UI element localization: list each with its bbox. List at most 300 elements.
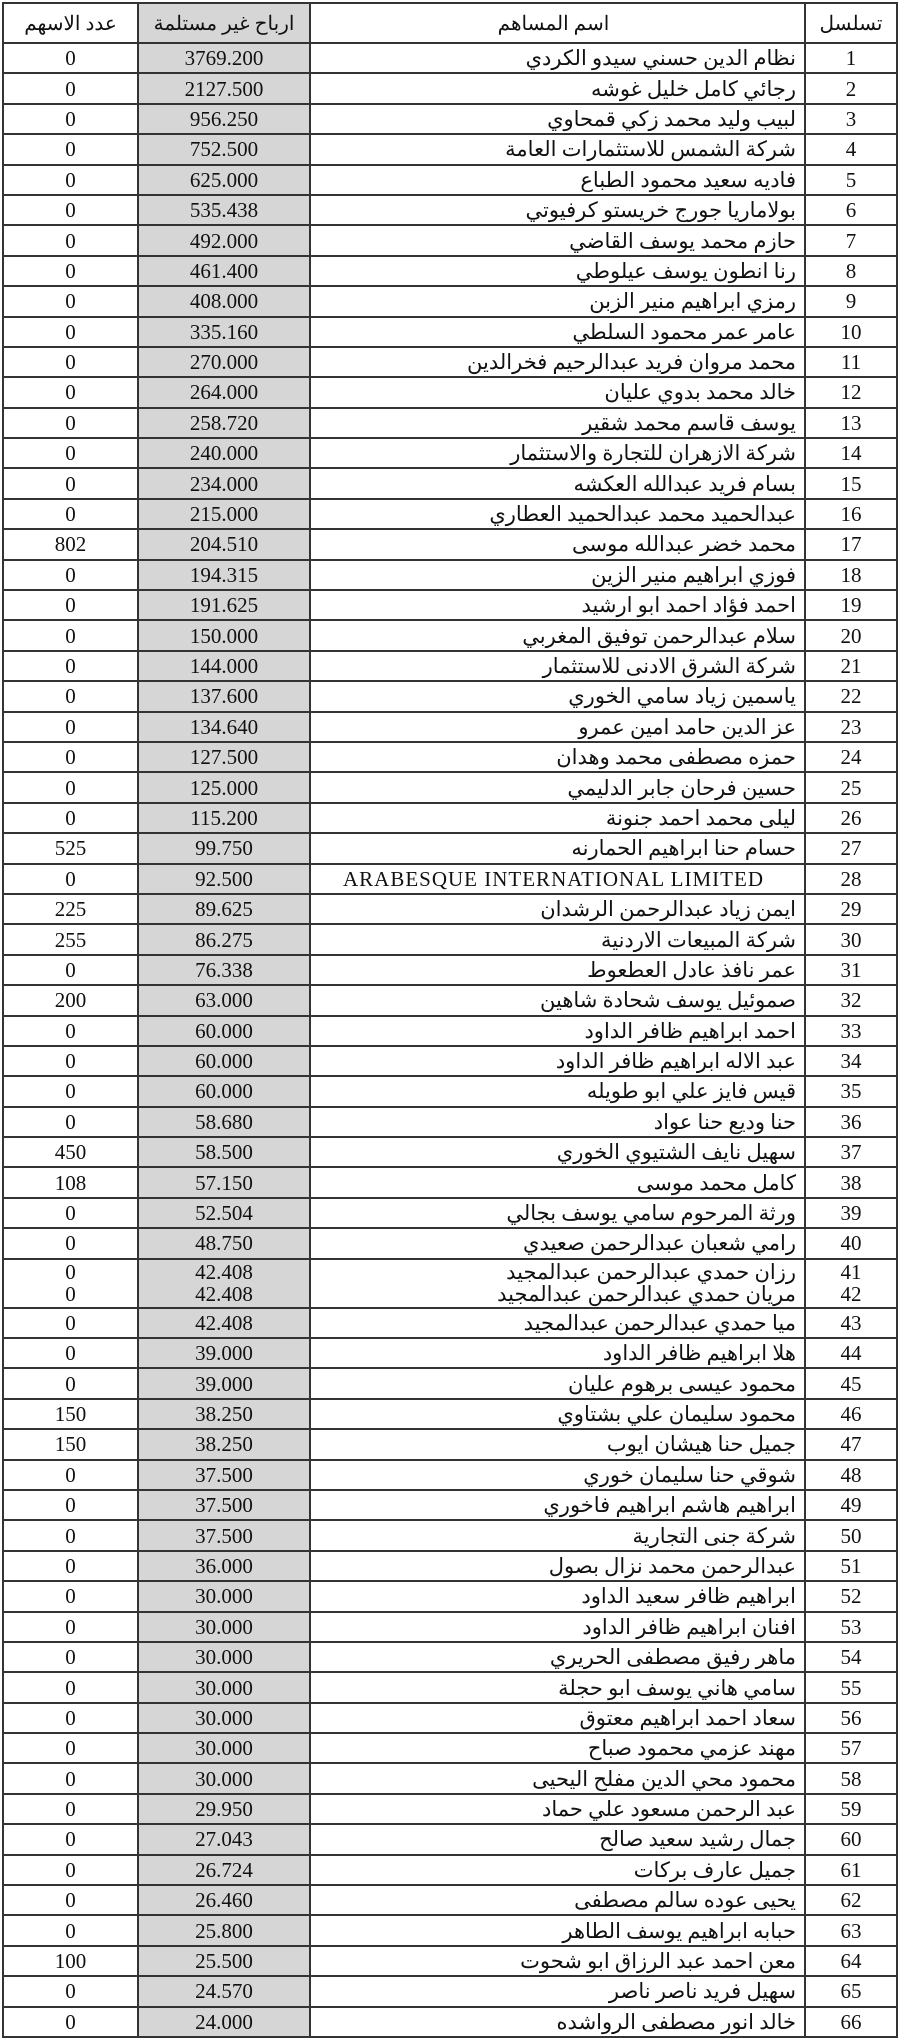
table-row [3,408,897,438]
unclaimed-profit-cell: 25.500 [138,1946,310,1976]
table-row [3,73,897,103]
shareholder-name-cell: عامر عمر محمود السلطي [310,317,805,347]
sequence-cell: 22 [805,681,897,711]
share-count-cell: 0 [3,1612,138,1642]
share-count-cell: 0 [3,408,138,438]
sequence-cell: 46 [805,1399,897,1429]
sequence-cell: 20 [805,620,897,650]
sequence-cell: 63 [805,1915,897,1945]
share-count-cell: 150 [3,1429,138,1459]
table-row [3,1581,897,1611]
shareholder-name-cell: رمزي ابراهيم منير الزبن [310,286,805,316]
sequence-cell: 50 [805,1520,897,1550]
sequence-cell: 23 [805,712,897,742]
shareholder-name-cell: رامي شعبان عبدالرحمن صعيدي [310,1228,805,1258]
shareholder-name-cell: عمر نافذ عادل العطعوط [310,955,805,985]
unclaimed-profit-cell: 52.504 [138,1198,310,1228]
table-row [3,772,897,802]
shareholder-name-cell: شركة الشرق الادنى للاستثمار [310,651,805,681]
share-count-cell: 0 [3,742,138,772]
table-row [3,833,897,863]
table-row [3,803,897,833]
share-count-cell: 108 [3,1167,138,1197]
share-count-cell: 0 [3,1338,138,1368]
share-count-cell: 0 [3,2007,138,2037]
share-count-cell: 200 [3,985,138,1015]
table-row [3,1399,897,1429]
shareholder-name-cell: صموئيل يوسف شحادة شاهين [310,985,805,1015]
shareholder-name-cell: ماهر رفيق مصطفى الحريري [310,1642,805,1672]
share-count-cell: 0 [3,468,138,498]
table-row [3,1976,897,2006]
unclaimed-profit-cell: 30.000 [138,1672,310,1702]
table-row [3,1551,897,1581]
sequence-cell: 52 [805,1581,897,1611]
share-count-cell: 0 [3,772,138,802]
shareholder-name-cell: حبابه ابراهيم يوسف الطاهر [310,1915,805,1945]
unclaimed-profit-cell: 335.160 [138,317,310,347]
share-count-cell: 0 [3,438,138,468]
share-count-cell: 0 [3,1046,138,1076]
sequence-cell: 14 [805,438,897,468]
share-count-cell: 0 [3,1794,138,1824]
unclaimed-profit-cell: 191.625 [138,590,310,620]
unclaimed-profit-cell: 60.000 [138,1016,310,1046]
table-row [3,620,897,650]
unclaimed-profit-cell: 37.500 [138,1460,310,1490]
table-row [3,1946,897,1976]
share-count-cell: 802 [3,529,138,559]
sequence-cell: 43 [805,1308,897,1338]
table-row [3,134,897,164]
shareholder-name-cell: شركة المبيعات الاردنية [310,924,805,954]
sequence-cell: 66 [805,2007,897,2037]
table-row [3,681,897,711]
sequence-cell: 48 [805,1460,897,1490]
shareholder-name-cell: لبيب وليد محمد زكي قمحاوي [310,104,805,134]
shareholder-name-cell: نظام الدين حسني سيدو الكردي [310,43,805,73]
sequence-cell: 29 [805,894,897,924]
unclaimed-profit-cell: 408.000 [138,286,310,316]
table-row [3,1259,897,1308]
share-count-cell: 0 [3,1460,138,1490]
unclaimed-profit-cell: 127.500 [138,742,310,772]
shareholder-name-cell: شركة جنى التجارية [310,1520,805,1550]
shareholder-name-cell: سهيل فريد ناصر ناصر [310,1976,805,2006]
unclaimed-profit-cell: 30.000 [138,1612,310,1642]
unclaimed-profit-cell: 38.250 [138,1399,310,1429]
share-count-cell: 0 [3,104,138,134]
share-count-cell: 0 [3,256,138,286]
shareholder-name-cell: هلا ابراهيم ظافر الداود [310,1338,805,1368]
unclaimed-profit-cell: 99.750 [138,833,310,863]
unclaimed-profit-cell: 89.625 [138,894,310,924]
sequence-cell: 16 [805,499,897,529]
table-row [3,985,897,1015]
shareholder-name-cell: سهيل نايف الشتيوي الخوري [310,1137,805,1167]
shareholder-name-cell: سعاد احمد ابراهيم معتوق [310,1703,805,1733]
sequence-cell: 24 [805,742,897,772]
sequence-cell: 56 [805,1703,897,1733]
share-count-cell: 0 [3,43,138,73]
shareholder-name-cell: حنا وديع حنا عواد [310,1107,805,1137]
shareholder-name-cell: عز الدين حامد امين عمرو [310,712,805,742]
table-row [3,560,897,590]
shareholder-name-cell: ورثة المرحوم سامي يوسف بجالي [310,1198,805,1228]
shareholder-name-cell: محمد خضر عبدالله موسى [310,529,805,559]
unclaimed-profit-cell: 137.600 [138,681,310,711]
shareholder-name-cell: ميا حمدي عبدالرحمن عبدالمجيد [310,1308,805,1338]
sequence-cell: 28 [805,864,897,894]
shareholder-name-cell: شركة الازهران للتجارة والاستثمار [310,438,805,468]
sequence-cell: 27 [805,833,897,863]
table-row [3,1016,897,1046]
share-count-cell: 0 [3,317,138,347]
unclaimed-profit-cell: 25.800 [138,1915,310,1945]
unclaimed-profit-cell: 150.000 [138,620,310,650]
table-row [3,195,897,225]
table-row [3,1672,897,1702]
shareholder-name-cell: جميل حنا هيشان ايوب [310,1429,805,1459]
shareholder-name-cell: محمد مروان فريد عبدالرحيم فخرالدين [310,347,805,377]
share-count-cell: 0 [3,712,138,742]
shareholder-name-line: رزان حمدي عبدالرحمن عبدالمجيد [506,1260,796,1285]
sequence-cell: 7 [805,225,897,255]
sequence-cell: 4 [805,134,897,164]
sequence-cell: 2 [805,73,897,103]
unclaimed-profit-cell: 2127.500 [138,73,310,103]
sequence-cell: 21 [805,651,897,681]
share-count-cell: 0 [3,1733,138,1763]
share-count-cell: 0 [3,1824,138,1854]
table-row [3,1368,897,1398]
table-row [3,1308,897,1338]
unclaimed-profit-cell: 24.570 [138,1976,310,2006]
header-shareholder-name: اسم المساهم [310,3,805,43]
unclaimed-profit-cell: 204.510 [138,529,310,559]
share-count-cell: 0 [3,560,138,590]
shareholder-name-cell: بولاماريا جورج خريستو كرفيوتي [310,195,805,225]
unclaimed-profit-cell: 24.000 [138,2007,310,2037]
table-row [3,347,897,377]
share-count-cell: 0 [3,286,138,316]
sequence-cell: 55 [805,1672,897,1702]
table-row [3,1046,897,1076]
shareholder-name-cell: احمد فؤاد احمد ابو ارشيد [310,590,805,620]
shareholder-name-cell: ابراهيم هاشم ابراهيم فاخوري [310,1490,805,1520]
table-row [3,955,897,985]
table-row [3,1460,897,1490]
unclaimed-profit-cell: 125.000 [138,772,310,802]
table-row [3,2007,897,2037]
sequence-cell: 9 [805,286,897,316]
share-count-cell: 0 [3,1551,138,1581]
unclaimed-profit-line: 42.408 [195,1282,253,1307]
sequence-cell: 59 [805,1794,897,1824]
unclaimed-profit-line: 42.408 [195,1260,253,1285]
unclaimed-profit-cell: 258.720 [138,408,310,438]
share-count-cell: 525 [3,833,138,863]
share-count-cell: 0 [3,1490,138,1520]
unclaimed-profit-cell: 30.000 [138,1703,310,1733]
table-row [3,499,897,529]
sequence-cell: 61 [805,1855,897,1885]
table-body [3,43,897,2037]
share-count-cell: 0 [3,165,138,195]
shareholder-name-cell [310,1259,805,1308]
shareholder-name-cell: سلام عبدالرحمن توفيق المغربي [310,620,805,650]
sequence-cell: 51 [805,1551,897,1581]
sequence-cell: 19 [805,590,897,620]
share-count-cell: 0 [3,195,138,225]
header-unclaimed-profit: ارباح غير مستلمة [138,3,310,43]
unclaimed-profit-cell: 39.000 [138,1338,310,1368]
table-row [3,1107,897,1137]
unclaimed-profit-cell: 240.000 [138,438,310,468]
table-row [3,1855,897,1885]
sequence-cell: 44 [805,1338,897,1368]
sequence-cell: 62 [805,1885,897,1915]
share-count-cell: 0 [3,1581,138,1611]
table-row [3,1763,897,1793]
share-count-line: 0 [65,1282,76,1307]
table-row [3,529,897,559]
shareholder-name-cell: جميل عارف بركات [310,1855,805,1885]
share-count-cell: 0 [3,1855,138,1885]
unclaimed-profit-cell: 60.000 [138,1046,310,1076]
table-header-row [3,3,897,43]
shareholder-name-cell: عبد الاله ابراهيم ظافر الداود [310,1046,805,1076]
share-count-cell: 0 [3,1076,138,1106]
sequence-cell: 32 [805,985,897,1015]
sequence-cell: 37 [805,1137,897,1167]
unclaimed-profit-cell: 492.000 [138,225,310,255]
sequence-cell: 1 [805,43,897,73]
table-row [3,1429,897,1459]
header-sequence: تسلسل [805,3,897,43]
shareholder-name-cell: حمزه مصطفى محمد وهدان [310,742,805,772]
share-count-cell: 0 [3,1642,138,1672]
table-row [3,1794,897,1824]
share-count-cell [3,1259,138,1308]
unclaimed-profit-cell: 270.000 [138,347,310,377]
table-row [3,1167,897,1197]
table-row [3,1198,897,1228]
table-row [3,1703,897,1733]
sequence-cell: 17 [805,529,897,559]
share-count-line: 0 [65,1260,76,1285]
sequence-line: 41 [840,1260,862,1285]
shareholder-name-cell: معن احمد عبد الرزاق ابو شحوت [310,1946,805,1976]
sequence-cell: 10 [805,317,897,347]
table-row [3,317,897,347]
shareholder-name-cell: كامل محمد موسى [310,1167,805,1197]
share-count-cell: 0 [3,73,138,103]
sequence-cell: 12 [805,377,897,407]
shareholder-name-cell: فاديه سعيد محمود الطباع [310,165,805,195]
share-count-cell: 0 [3,1368,138,1398]
table-row [3,894,897,924]
share-count-cell: 0 [3,1672,138,1702]
unclaimed-profit-cell: 26.460 [138,1885,310,1915]
share-count-cell: 0 [3,1763,138,1793]
shareholder-name-cell: ايمن زياد عبدالرحمن الرشدان [310,894,805,924]
share-count-cell: 0 [3,590,138,620]
share-count-cell: 100 [3,1946,138,1976]
share-count-cell: 0 [3,864,138,894]
sequence-cell: 11 [805,347,897,377]
table-row [3,1338,897,1368]
share-count-cell: 0 [3,681,138,711]
unclaimed-profit-cell: 264.000 [138,377,310,407]
shareholder-name-cell: محمود عيسى برهوم عليان [310,1368,805,1398]
shareholder-name-cell: محمود محي الدين مفلح اليحيى [310,1763,805,1793]
table-row [3,1733,897,1763]
unclaimed-profit-cell: 752.500 [138,134,310,164]
share-count-cell: 0 [3,1016,138,1046]
table-row [3,286,897,316]
unclaimed-profit-cell: 115.200 [138,803,310,833]
unclaimed-profit-cell: 144.000 [138,651,310,681]
shareholder-name-cell: خالد انور مصطفى الرواشده [310,2007,805,2037]
unclaimed-profit-cell: 215.000 [138,499,310,529]
shareholder-name-cell: بسام فريد عبدالله العكشه [310,468,805,498]
table-row [3,1885,897,1915]
shareholder-name-cell: عبدالحميد محمد عبدالحميد العطاري [310,499,805,529]
table-row [3,256,897,286]
shareholder-name-cell: احمد ابراهيم ظافر الداود [310,1016,805,1046]
table-row [3,225,897,255]
shareholder-name-cell: ARABESQUE INTERNATIONAL LIMITED [310,864,805,894]
share-count-cell: 0 [3,651,138,681]
table-row [3,1076,897,1106]
table-row [3,468,897,498]
share-count-cell: 225 [3,894,138,924]
shareholder-name-cell: حسام حنا ابراهيم الحمارنه [310,833,805,863]
shareholder-name-cell: ابراهيم ظافر سعيد الداود [310,1581,805,1611]
share-count-cell: 0 [3,1107,138,1137]
share-count-cell: 0 [3,1703,138,1733]
shareholder-name-cell: شوقي حنا سليمان خوري [310,1460,805,1490]
unclaimed-profit-cell: 134.640 [138,712,310,742]
table-row [3,438,897,468]
unclaimed-profit-cell: 27.043 [138,1824,310,1854]
shareholder-name-line: مريان حمدي عبدالرحمن عبدالمجيد [497,1282,796,1307]
shareholders-table [2,2,898,2038]
table-row [3,742,897,772]
header-share-count: عدد الاسهم [3,3,138,43]
unclaimed-profit-cell: 42.408 [138,1308,310,1338]
sequence-cell: 53 [805,1612,897,1642]
table-row [3,1137,897,1167]
unclaimed-profit-cell: 76.338 [138,955,310,985]
shareholder-name-cell: فوزي ابراهيم منير الزين [310,560,805,590]
share-count-cell: 0 [3,134,138,164]
unclaimed-profit-cell: 58.680 [138,1107,310,1137]
table-row [3,1490,897,1520]
unclaimed-profit-cell: 26.724 [138,1855,310,1885]
share-count-cell: 450 [3,1137,138,1167]
unclaimed-profit-cell: 956.250 [138,104,310,134]
unclaimed-profit-cell: 30.000 [138,1763,310,1793]
unclaimed-profit-cell: 461.400 [138,256,310,286]
sequence-cell: 60 [805,1824,897,1854]
sequence-cell: 6 [805,195,897,225]
unclaimed-profit-cell: 58.500 [138,1137,310,1167]
unclaimed-profit-cell: 60.000 [138,1076,310,1106]
sequence-cell [805,1259,897,1308]
share-count-cell: 0 [3,803,138,833]
sequence-cell: 18 [805,560,897,590]
shareholder-name-cell: ياسمين زياد سامي الخوري [310,681,805,711]
share-count-cell: 0 [3,225,138,255]
table-row [3,712,897,742]
shareholder-name-cell: محمود سليمان علي بشتاوي [310,1399,805,1429]
table-row [3,1824,897,1854]
unclaimed-profit-cell: 92.500 [138,864,310,894]
table-row [3,165,897,195]
unclaimed-profit-cell: 36.000 [138,1551,310,1581]
sequence-cell: 13 [805,408,897,438]
shareholder-name-cell: مهند عزمي محمود صباح [310,1733,805,1763]
unclaimed-profit-cell: 37.500 [138,1490,310,1520]
unclaimed-profit-cell: 234.000 [138,468,310,498]
share-count-cell: 0 [3,1520,138,1550]
unclaimed-profit-cell: 194.315 [138,560,310,590]
unclaimed-profit-cell: 86.275 [138,924,310,954]
unclaimed-profit-cell: 57.150 [138,1167,310,1197]
sequence-cell: 15 [805,468,897,498]
sequence-cell: 5 [805,165,897,195]
sequence-cell: 30 [805,924,897,954]
sequence-cell: 33 [805,1016,897,1046]
sequence-cell: 49 [805,1490,897,1520]
table-row [3,590,897,620]
table-row [3,1642,897,1672]
shareholder-name-cell: افنان ابراهيم ظافر الداود [310,1612,805,1642]
sequence-cell: 36 [805,1107,897,1137]
sequence-cell: 3 [805,104,897,134]
share-count-cell: 0 [3,1198,138,1228]
sequence-cell: 8 [805,256,897,286]
share-count-cell: 0 [3,620,138,650]
shareholder-name-cell: عبد الرحمن مسعود علي حماد [310,1794,805,1824]
sequence-cell: 57 [805,1733,897,1763]
table-row [3,1612,897,1642]
shareholder-name-cell: يوسف قاسم محمد شقير [310,408,805,438]
table-row [3,1228,897,1258]
unclaimed-profit-cell: 625.000 [138,165,310,195]
table-row [3,864,897,894]
table-row [3,1520,897,1550]
shareholder-name-cell: رنا انطون يوسف عيلوطي [310,256,805,286]
sequence-cell: 64 [805,1946,897,1976]
shareholder-name-cell: حازم محمد يوسف القاضي [310,225,805,255]
sequence-cell: 65 [805,1976,897,2006]
shareholder-name-cell: شركة الشمس للاستثمارات العامة [310,134,805,164]
table-row [3,377,897,407]
sequence-cell: 45 [805,1368,897,1398]
unclaimed-profit-cell: 3769.200 [138,43,310,73]
table-row [3,43,897,73]
share-count-cell: 0 [3,499,138,529]
sequence-cell: 58 [805,1763,897,1793]
unclaimed-profit-cell: 39.000 [138,1368,310,1398]
table-row [3,651,897,681]
unclaimed-profit-cell: 30.000 [138,1733,310,1763]
share-count-cell: 0 [3,955,138,985]
sequence-cell: 35 [805,1076,897,1106]
